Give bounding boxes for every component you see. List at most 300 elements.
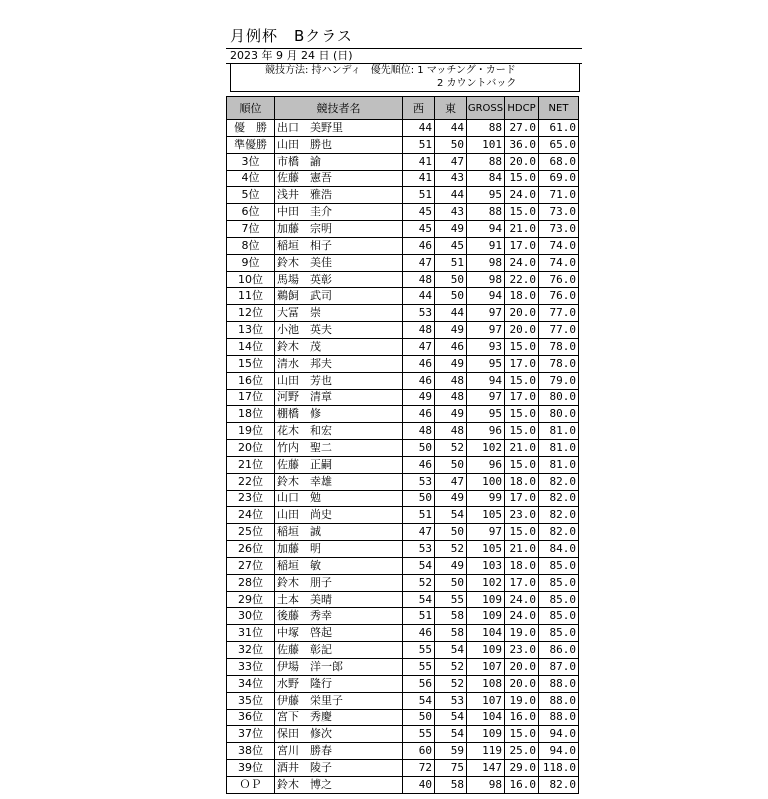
cell-rank: 11位 [227,288,275,305]
cell-rank: 28位 [227,574,275,591]
cell-net: 71.0 [539,187,579,204]
cell-east: 55 [435,591,467,608]
cell-net: 82.0 [539,776,579,793]
cell-west: 54 [403,692,435,709]
table-row [227,574,579,591]
results-table [226,96,579,794]
cell-east: 58 [435,608,467,625]
cell-west: 54 [403,557,435,574]
cell-west: 46 [403,355,435,372]
cell-name: 佐藤 正嗣 [275,456,403,473]
cell-name: 鈴木 博之 [275,776,403,793]
table-row [227,136,579,153]
cell-rank: 14位 [227,338,275,355]
table-row [227,760,579,777]
cell-east: 48 [435,372,467,389]
cell-west: 41 [403,153,435,170]
cell-net: 86.0 [539,642,579,659]
table-row [227,642,579,659]
cell-gross: 97 [467,322,505,339]
cell-net: 76.0 [539,271,579,288]
cell-east: 54 [435,709,467,726]
cell-west: 44 [403,288,435,305]
cell-rank: 4位 [227,170,275,187]
header-hdcp: HDCP [505,97,539,120]
cell-rank: 27位 [227,557,275,574]
cell-name: 鈴木 茂 [275,338,403,355]
competition-method-line2: 2 カウントバック [437,78,517,89]
cell-east: 49 [435,490,467,507]
cell-hdcp: 22.0 [505,271,539,288]
cell-east: 48 [435,389,467,406]
cell-gross: 97 [467,524,505,541]
cell-hdcp: 24.0 [505,591,539,608]
table-row [227,237,579,254]
cell-west: 48 [403,271,435,288]
cell-hdcp: 17.0 [505,355,539,372]
cell-rank: 17位 [227,389,275,406]
cell-net: 85.0 [539,574,579,591]
cell-gross: 97 [467,305,505,322]
cell-east: 75 [435,760,467,777]
cell-gross: 105 [467,541,505,558]
cell-hdcp: 17.0 [505,389,539,406]
cell-gross: 102 [467,574,505,591]
cell-west: 53 [403,305,435,322]
cell-name: 後藤 秀幸 [275,608,403,625]
cell-hdcp: 20.0 [505,153,539,170]
header-west: 西 [403,97,435,120]
cell-name: 馬場 英彰 [275,271,403,288]
cell-rank: 18位 [227,406,275,423]
cell-net: 82.0 [539,507,579,524]
cell-net: 84.0 [539,541,579,558]
header-rank: 順位 [227,97,275,120]
event-date: 2023 年 9 月 24 日 (日) [226,48,582,64]
cell-hdcp: 15.0 [505,170,539,187]
cell-hdcp: 17.0 [505,574,539,591]
cell-net: 85.0 [539,625,579,642]
cell-name: 宮川 勝春 [275,743,403,760]
table-row [227,709,579,726]
cell-hdcp: 36.0 [505,136,539,153]
table-row [227,557,579,574]
cell-name: 稲垣 相子 [275,237,403,254]
cell-east: 52 [435,659,467,676]
cell-name: 鵜飼 武司 [275,288,403,305]
table-row [227,187,579,204]
table-row [227,322,579,339]
table-row [227,659,579,676]
cell-east: 54 [435,642,467,659]
cell-east: 58 [435,776,467,793]
cell-east: 44 [435,120,467,137]
cell-west: 40 [403,776,435,793]
cell-name: 土本 美晴 [275,591,403,608]
cell-hdcp: 25.0 [505,743,539,760]
cell-name: 浅井 雅浩 [275,187,403,204]
cell-east: 47 [435,153,467,170]
cell-name: 山口 勉 [275,490,403,507]
cell-gross: 105 [467,507,505,524]
cell-east: 43 [435,170,467,187]
cell-name: 中塚 啓起 [275,625,403,642]
cell-east: 52 [435,675,467,692]
cell-net: 69.0 [539,170,579,187]
cell-west: 52 [403,574,435,591]
cell-hdcp: 24.0 [505,187,539,204]
cell-net: 82.0 [539,473,579,490]
cell-gross: 98 [467,271,505,288]
cell-gross: 95 [467,355,505,372]
cell-net: 82.0 [539,490,579,507]
table-row [227,288,579,305]
cell-rank: 20位 [227,440,275,457]
cell-east: 51 [435,254,467,271]
cell-rank: 29位 [227,591,275,608]
cell-gross: 95 [467,406,505,423]
cell-rank: 6位 [227,204,275,221]
cell-east: 50 [435,456,467,473]
cell-east: 54 [435,507,467,524]
cell-hdcp: 20.0 [505,675,539,692]
cell-name: 鈴木 美佳 [275,254,403,271]
cell-hdcp: 15.0 [505,423,539,440]
table-row [227,338,579,355]
cell-net: 77.0 [539,322,579,339]
cell-gross: 88 [467,153,505,170]
cell-east: 48 [435,423,467,440]
page-title: 月例杯 Bクラス [230,27,353,45]
cell-west: 46 [403,237,435,254]
table-row [227,743,579,760]
cell-rank: 24位 [227,507,275,524]
cell-name: 山田 尚史 [275,507,403,524]
cell-name: 山田 芳也 [275,372,403,389]
cell-name: 清水 邦夫 [275,355,403,372]
cell-hdcp: 17.0 [505,490,539,507]
cell-hdcp: 20.0 [505,659,539,676]
header-net: NET [539,97,579,120]
cell-gross: 95 [467,187,505,204]
cell-rank: 15位 [227,355,275,372]
cell-gross: 94 [467,221,505,238]
cell-west: 72 [403,760,435,777]
cell-gross: 97 [467,389,505,406]
cell-net: 87.0 [539,659,579,676]
cell-hdcp: 21.0 [505,440,539,457]
cell-west: 51 [403,187,435,204]
cell-gross: 108 [467,675,505,692]
cell-rank: 33位 [227,659,275,676]
cell-east: 50 [435,271,467,288]
cell-name: 大冨 崇 [275,305,403,322]
cell-gross: 96 [467,456,505,473]
cell-name: 佐藤 彰記 [275,642,403,659]
cell-east: 49 [435,322,467,339]
cell-hdcp: 24.0 [505,608,539,625]
cell-net: 88.0 [539,692,579,709]
cell-rank: 25位 [227,524,275,541]
cell-gross: 91 [467,237,505,254]
cell-west: 51 [403,136,435,153]
cell-name: 小池 英夫 [275,322,403,339]
cell-west: 46 [403,456,435,473]
cell-name: 中田 圭介 [275,204,403,221]
cell-gross: 99 [467,490,505,507]
cell-name: 市橋 諭 [275,153,403,170]
cell-hdcp: 18.0 [505,288,539,305]
cell-gross: 109 [467,726,505,743]
table-row [227,170,579,187]
cell-gross: 98 [467,254,505,271]
cell-gross: 101 [467,136,505,153]
cell-east: 59 [435,743,467,760]
cell-hdcp: 17.0 [505,237,539,254]
cell-net: 81.0 [539,440,579,457]
table-row [227,355,579,372]
competition-method-box [230,64,580,92]
table-row [227,254,579,271]
cell-hdcp: 19.0 [505,692,539,709]
cell-name: 宮下 秀慶 [275,709,403,726]
cell-net: 78.0 [539,338,579,355]
cell-rank: 37位 [227,726,275,743]
table-row [227,591,579,608]
cell-gross: 102 [467,440,505,457]
cell-net: 85.0 [539,591,579,608]
cell-west: 45 [403,221,435,238]
cell-gross: 107 [467,659,505,676]
cell-name: 出口 美野里 [275,120,403,137]
cell-rank: 7位 [227,221,275,238]
cell-gross: 88 [467,120,505,137]
cell-gross: 107 [467,692,505,709]
cell-gross: 96 [467,423,505,440]
results-sheet [226,24,582,794]
cell-west: 50 [403,709,435,726]
cell-west: 49 [403,389,435,406]
cell-name: 河野 清章 [275,389,403,406]
header-east: 東 [435,97,467,120]
table-row [227,473,579,490]
cell-east: 47 [435,473,467,490]
table-row [227,440,579,457]
cell-name: 加藤 宗明 [275,221,403,238]
cell-rank: 36位 [227,709,275,726]
table-row [227,507,579,524]
cell-rank: 3位 [227,153,275,170]
cell-rank: 35位 [227,692,275,709]
cell-hdcp: 18.0 [505,557,539,574]
cell-net: 88.0 [539,675,579,692]
cell-hdcp: 15.0 [505,726,539,743]
cell-hdcp: 24.0 [505,254,539,271]
cell-hdcp: 23.0 [505,507,539,524]
cell-net: 81.0 [539,456,579,473]
cell-east: 49 [435,355,467,372]
cell-east: 45 [435,237,467,254]
table-row [227,120,579,137]
cell-gross: 88 [467,204,505,221]
table-row [227,625,579,642]
table-row [227,221,579,238]
cell-east: 49 [435,406,467,423]
cell-east: 43 [435,204,467,221]
cell-hdcp: 15.0 [505,524,539,541]
cell-name: 鈴木 朋子 [275,574,403,591]
cell-west: 53 [403,541,435,558]
cell-net: 80.0 [539,389,579,406]
table-row [227,406,579,423]
cell-net: 78.0 [539,355,579,372]
cell-name: 伊場 洋一郎 [275,659,403,676]
cell-east: 50 [435,574,467,591]
cell-west: 50 [403,440,435,457]
cell-net: 77.0 [539,305,579,322]
table-row [227,423,579,440]
cell-gross: 84 [467,170,505,187]
cell-hdcp: 15.0 [505,456,539,473]
cell-net: 118.0 [539,760,579,777]
cell-gross: 104 [467,625,505,642]
cell-rank: 34位 [227,675,275,692]
cell-west: 53 [403,473,435,490]
cell-rank: 5位 [227,187,275,204]
table-row [227,776,579,793]
cell-name: 竹内 聖二 [275,440,403,457]
cell-name: 伊藤 栄里子 [275,692,403,709]
table-header-row [227,97,579,120]
cell-net: 65.0 [539,136,579,153]
cell-name: 稲垣 敏 [275,557,403,574]
cell-east: 52 [435,440,467,457]
table-row [227,608,579,625]
cell-west: 50 [403,490,435,507]
cell-east: 44 [435,187,467,204]
cell-rank: 39位 [227,760,275,777]
cell-net: 73.0 [539,204,579,221]
cell-gross: 119 [467,743,505,760]
cell-west: 41 [403,170,435,187]
cell-hdcp: 19.0 [505,625,539,642]
cell-west: 48 [403,322,435,339]
cell-rank: 12位 [227,305,275,322]
cell-rank: 19位 [227,423,275,440]
cell-west: 60 [403,743,435,760]
cell-net: 76.0 [539,288,579,305]
cell-net: 94.0 [539,743,579,760]
cell-net: 81.0 [539,423,579,440]
cell-west: 48 [403,423,435,440]
cell-rank: 30位 [227,608,275,625]
cell-name: 保田 修次 [275,726,403,743]
table-row [227,490,579,507]
cell-rank: 22位 [227,473,275,490]
cell-net: 73.0 [539,221,579,238]
cell-west: 56 [403,675,435,692]
cell-name: 水野 隆行 [275,675,403,692]
cell-hdcp: 16.0 [505,709,539,726]
cell-rank: 優 勝 [227,120,275,137]
table-row [227,372,579,389]
cell-gross: 94 [467,288,505,305]
cell-gross: 109 [467,608,505,625]
cell-net: 94.0 [539,726,579,743]
cell-hdcp: 21.0 [505,541,539,558]
cell-net: 74.0 [539,254,579,271]
cell-net: 85.0 [539,557,579,574]
cell-net: 80.0 [539,406,579,423]
cell-east: 52 [435,541,467,558]
cell-east: 50 [435,288,467,305]
cell-name: 酒井 陵子 [275,760,403,777]
cell-name: 佐藤 憲吾 [275,170,403,187]
cell-west: 51 [403,608,435,625]
cell-net: 85.0 [539,608,579,625]
cell-east: 50 [435,524,467,541]
cell-west: 46 [403,372,435,389]
cell-gross: 104 [467,709,505,726]
cell-net: 61.0 [539,120,579,137]
header-name: 競技者名 [275,97,403,120]
cell-rank: 13位 [227,322,275,339]
cell-rank: 38位 [227,743,275,760]
cell-gross: 94 [467,372,505,389]
table-row [227,726,579,743]
table-row [227,153,579,170]
cell-east: 53 [435,692,467,709]
cell-gross: 93 [467,338,505,355]
cell-net: 68.0 [539,153,579,170]
cell-west: 46 [403,406,435,423]
cell-name: 棚橋 修 [275,406,403,423]
cell-east: 54 [435,726,467,743]
cell-rank: 準優勝 [227,136,275,153]
table-row [227,675,579,692]
cell-hdcp: 15.0 [505,204,539,221]
cell-hdcp: 16.0 [505,776,539,793]
table-row [227,456,579,473]
cell-west: 55 [403,726,435,743]
table-row [227,389,579,406]
cell-gross: 100 [467,473,505,490]
cell-hdcp: 20.0 [505,322,539,339]
cell-net: 88.0 [539,709,579,726]
cell-hdcp: 20.0 [505,305,539,322]
cell-name: 稲垣 誠 [275,524,403,541]
cell-east: 58 [435,625,467,642]
cell-east: 49 [435,221,467,238]
cell-rank: 10位 [227,271,275,288]
cell-net: 74.0 [539,237,579,254]
cell-west: 45 [403,204,435,221]
cell-west: 46 [403,625,435,642]
cell-rank: 16位 [227,372,275,389]
cell-hdcp: 21.0 [505,221,539,238]
cell-name: 花木 和宏 [275,423,403,440]
cell-name: 鈴木 幸雄 [275,473,403,490]
cell-hdcp: 27.0 [505,120,539,137]
cell-east: 44 [435,305,467,322]
cell-west: 51 [403,507,435,524]
cell-west: 47 [403,524,435,541]
cell-rank: 26位 [227,541,275,558]
cell-hdcp: 29.0 [505,760,539,777]
cell-west: 54 [403,591,435,608]
table-row [227,541,579,558]
cell-rank: 23位 [227,490,275,507]
